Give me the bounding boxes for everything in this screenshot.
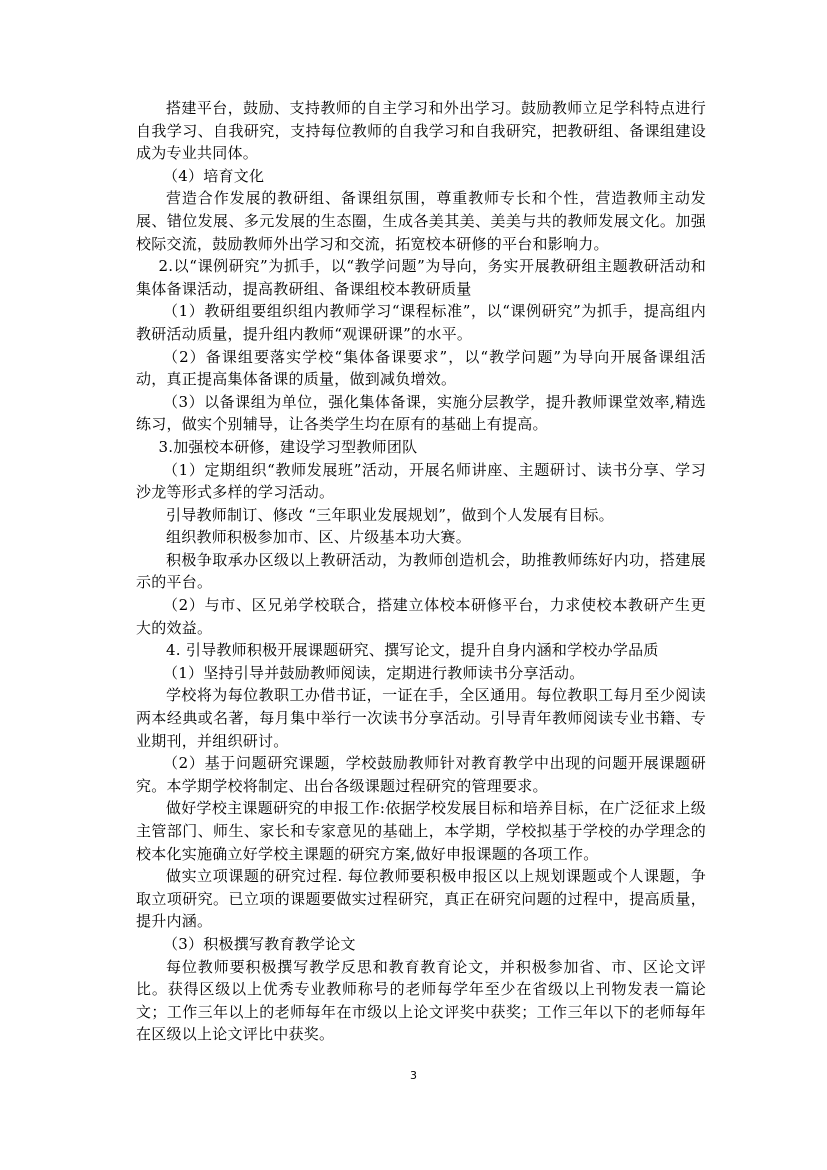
- page-number: 3: [410, 1069, 417, 1082]
- list-item: （1）坚持引导并鼓励教师阅读，定期进行教师读书分享活动。: [163, 663, 585, 682]
- list-item: （2）备课组要落实学校“集体备课要求”，以“教学问题”为导向开展备课组活动，真正提高集体备课的质量，做到减负增效。: [136, 347, 706, 389]
- paragraph: 学校将为每位教职工办借书证，一证在手，全区通用。每位教职工每月至少阅读两本经典或名著，每月集中举行一次读书分享活动。引导青年教师阅读专业书籍、专业期刊，并组织研讨。: [136, 686, 706, 750]
- paragraph: 搭建平台，鼓励、支持教师的自主学习和外出学习。鼓励教师立足学科特点进行自我学习、自我研究，支持每位教师的自我学习和自我研究，把教研组、备课组建设成为专业共同体。: [136, 99, 706, 163]
- list-item: （3）以备课组为单位，强化集体备课，实施分层教学，提升教师课堂效率,精选练习，做实个别辅导，让各类学生均在原有的基础上有提高。: [136, 392, 706, 434]
- paragraph: 做好学校主课题研究的申报工作:依据学校发展目标和培养目标，在广泛征求上级主管部门、师生、家长和专家意见的基础上，本学期，学校拟基于学校的办学理念的校本化实施确立好学校主课题的研究方案,做好申报课题的各项工作。: [136, 799, 706, 863]
- paragraph: 组织教师积极参加市、区、片级基本功大赛。: [166, 528, 472, 547]
- section-heading-3: 3.加强校本研修，建设学习型教师团队: [158, 437, 418, 456]
- list-item: （3）积极撰写教育教学论文: [163, 934, 356, 953]
- subheading-culture: （4）培育文化: [163, 166, 265, 185]
- paragraph: 每位教师要积极撰写教学反思和教育教育论文，并积极参加省、市、区论文评比。获得区级以上优秀专业教师称号的老师每学年至少在省级以上刊物发表一篇论文；工作三年以上的老师每年在市级以上论文评奖中获奖；工作三年以下的老师每年在区级以上论文评比中获奖。: [136, 957, 706, 1044]
- list-item: （2）基于问题研究课题，学校鼓励教师针对教育教学中出现的问题开展课题研究。本学期学校将制定、出台各级课题过程研究的管理要求。: [136, 754, 706, 795]
- list-item: （1）定期组织“教师发展班”活动，开展名师讲座、主题研讨、读书分享、学习沙龙等形式多样的学习活动。: [136, 460, 706, 502]
- page-content: [136, 97, 706, 1046]
- list-item: （2）与市、区兄弟学校联合，搭建立体校本研修平台，力求使校本教研产生更大的效益。: [136, 596, 706, 637]
- paragraph: 引导教师制订、修改 “三年职业发展规划”，做到个人发展有目标。: [166, 505, 614, 524]
- section-heading-4: 4. 引导教师积极开展课题研究、撰写论文，提升自身内涵和学校办学品质: [166, 641, 659, 660]
- section-heading-2: 2.以“课例研究”为抓手，以“教学问题”为导向，务实开展教研组主题教研活动和集体备课活动，提高教研组、备课组校本教研质量: [136, 257, 706, 298]
- paragraph: 做实立项课题的研究过程. 每位教师要积极申报区以上规划课题或个人课题，争取立项研究。已立项的课题要做实过程研究，真正在研究问题的过程中，提高质量，提升内涵。: [136, 867, 706, 931]
- paragraph: 积极争取承办区级以上教研活动，为教师创造机会，助推教师练好内功，搭建展示的平台。: [136, 550, 706, 592]
- paragraph: 营造合作发展的教研组、备课组氛围，尊重教师专长和个性，营造教师主动发展、错位发展、多元发展的生态圈，生成各美其美、美美与共的教师发展文化。加强校际交流，鼓励教师外出学习和交流，拓宽校本研修的平台和影响力。: [136, 189, 706, 253]
- list-item: （1）教研组要组织组内教师学习“课程标准”，以“课例研究”为抓手，提高组内教研活动质量，提升组内教师“观课研课”的水平。: [136, 302, 706, 343]
